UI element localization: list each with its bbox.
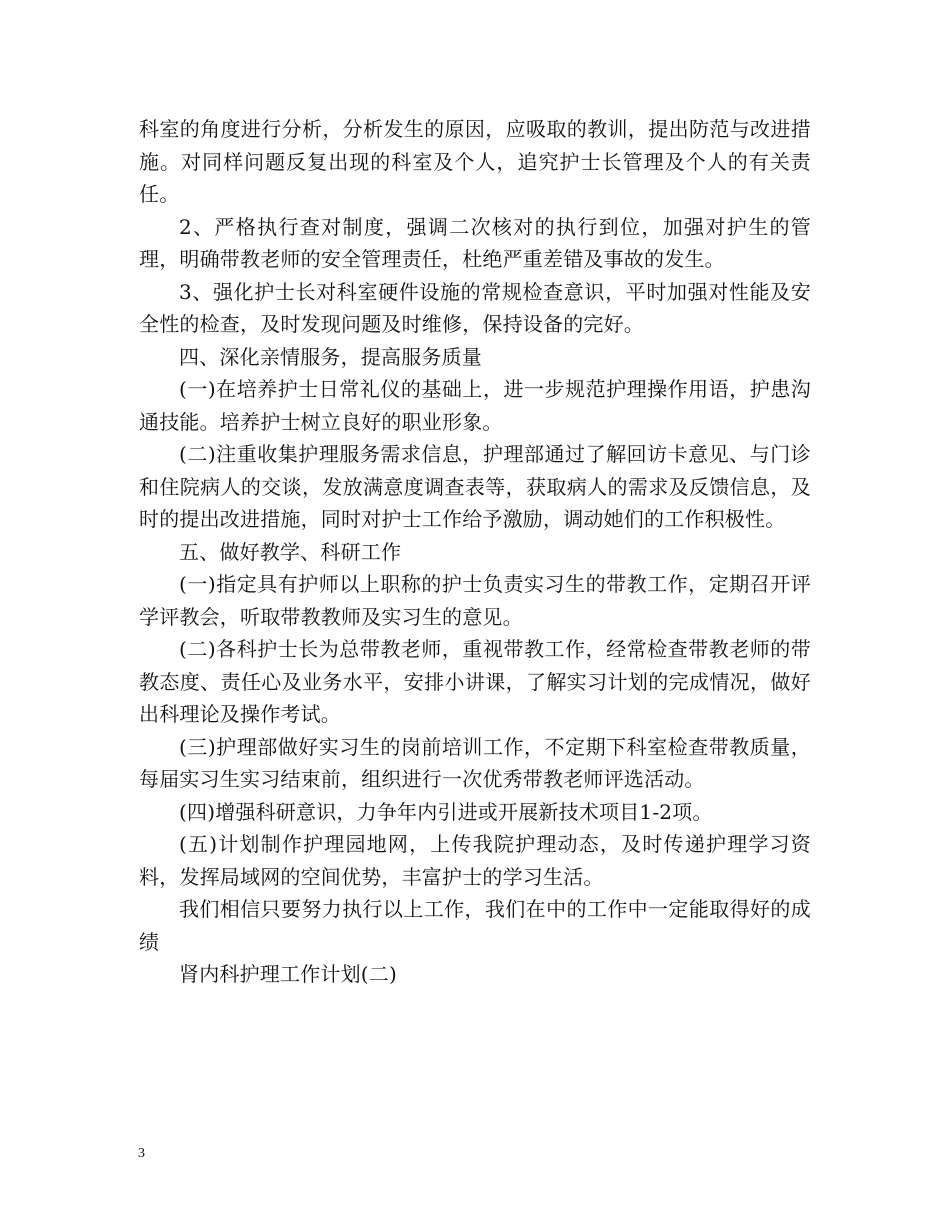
paragraph: 3、强化护士长对科室硬件设施的常规检查意识，平时加强对性能及安全性的检查，及时发现问题及时维修，保持设备的完好。 <box>139 279 811 336</box>
paragraph: 科室的角度进行分析，分析发生的原因，应吸取的教训，提出防范与改进措施。对同样问题反复出现的科室及个人，追究护士长管理及个人的有关责任。 <box>139 117 811 206</box>
paragraph: (二)各科护士长为总带教老师，重视带教工作，经常检查带教老师的带教态度、责任心及业务水平，安排小讲课，了解实习计划的完成情况，做好出科理论及操作考试。 <box>139 637 811 726</box>
paragraph: 2、严格执行查对制度，强调二次核对的执行到位，加强对护生的管理，明确带教老师的安全管理责任，杜绝严重差错及事故的发生。 <box>139 214 811 271</box>
page-number: 3 <box>138 1146 145 1161</box>
paragraph: (二)注重收集护理服务需求信息，护理部通过了解回访卡意见、与门诊和住院病人的交谈，发放满意度调查表等，获取病人的需求及反馈信息，及时的提出改进措施，同时对护士工作给予激励，调动她们的工作积极性。 <box>139 442 811 531</box>
paragraph: (五)计划制作护理园地网，上传我院护理动态，及时传递护理学习资料，发挥局域网的空间优势，丰富护士的学习生活。 <box>139 832 811 889</box>
document-body <box>139 113 811 991</box>
paragraph: 我们相信只要努力执行以上工作，我们在中的工作中一定能取得好的成绩 <box>139 897 811 954</box>
paragraph: (四)增强科研意识，力争年内引进或开展新技术项目1-2项。 <box>179 799 713 824</box>
paragraph: (三)护理部做好实习生的岗前培训工作，不定期下科室检查带教质量，每届实习生实习结束前，组织进行一次优秀带教老师评选活动。 <box>139 734 811 791</box>
section-heading: 四、深化亲情服务，提高服务质量 <box>179 344 482 369</box>
paragraph: (一)在培养护士日常礼仪的基础上，进一步规范护理操作用语，护患沟通技能。培养护士树立良好的职业形象。 <box>139 377 811 434</box>
section-heading: 五、做好教学、科研工作 <box>179 539 402 564</box>
paragraph: (一)指定具有护师以上职称的护士负责实习生的带教工作，定期召开评学评教会，听取带教教师及实习生的意见。 <box>139 572 811 629</box>
next-section-title: 肾内科护理工作计划(二) <box>179 962 398 986</box>
